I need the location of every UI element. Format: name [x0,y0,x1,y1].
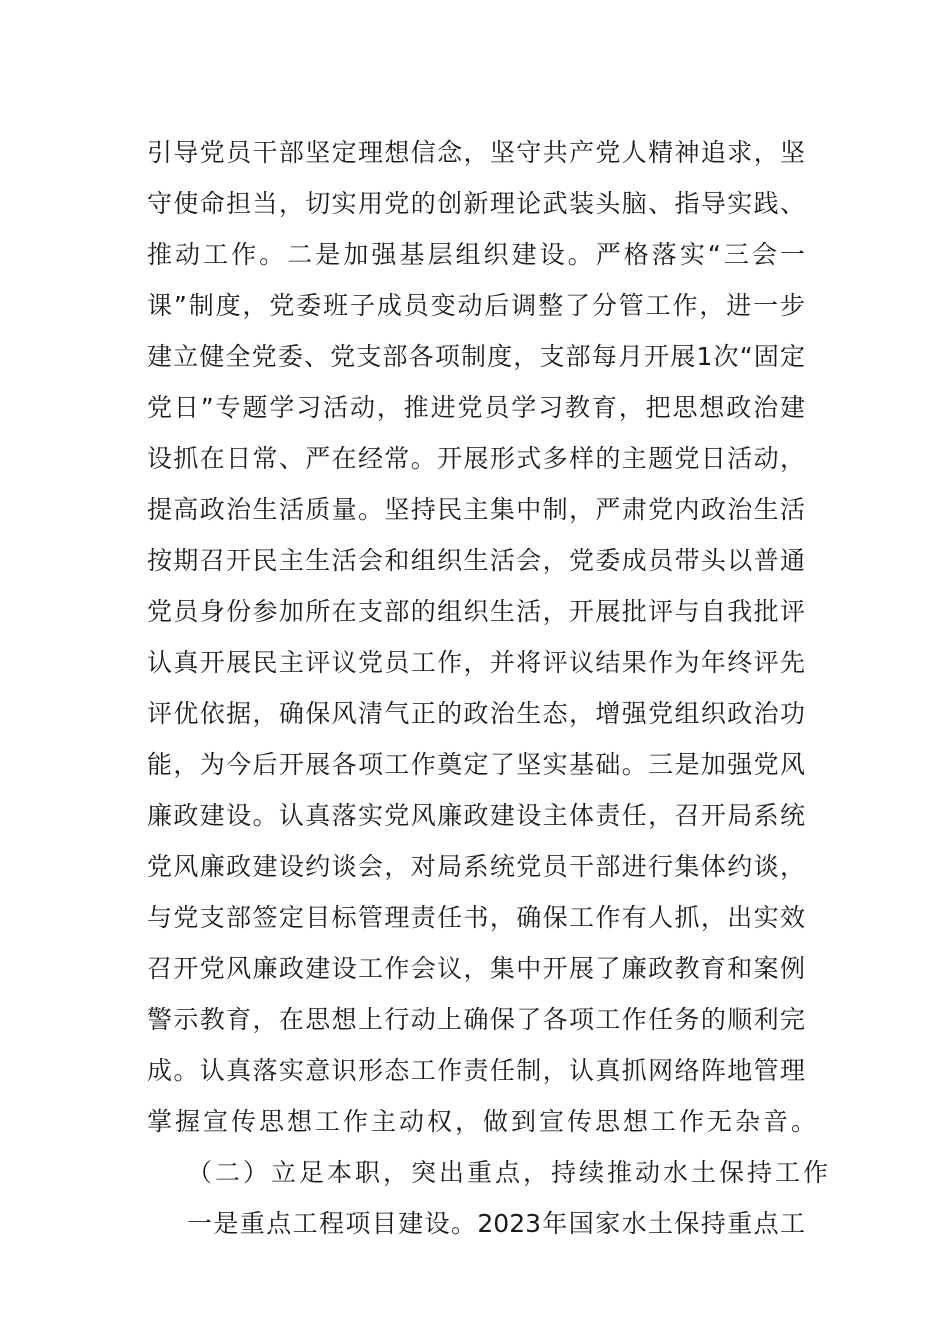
body-line: 掌握宣传思想工作主动权，做到宣传思想工作无杂音。 [147,1107,820,1136]
body-line: 按期召开民主生活会和组织生活会，党委成员带头以普通 [147,546,805,575]
body-line: 设抓在日常、严在经常。开展形式多样的主题党日活动， [147,444,805,473]
body-line: 成。认真落实意识形态工作责任制，认真抓网络阵地管理 [147,1056,805,1085]
body-line: 认真开展民主评议党员工作，并将评议结果作为年终评先 [147,648,805,677]
body-line: 党员身份参加所在支部的组织生活，开展批评与自我批评 [147,597,805,626]
body-line: 一是重点工程项目建设。2023年国家水土保持重点工 [187,1209,805,1238]
body-line: 守使命担当，切实用党的创新理论武装头脑、指导实践、 [147,189,805,218]
document-page [147,127,832,1249]
body-line: 推动工作。二是加强基层组织建设。严格落实“三会一 [147,240,805,269]
body-line: 党日”专题学习活动，推进党员学习教育，把思想政治建 [147,393,805,422]
body-line: 课”制度，党委班子成员变动后调整了分管工作，进一步 [147,291,805,320]
body-line: 提高政治生活质量。坚持民主集中制，严肃党内政治生活 [147,495,805,524]
body-line: 党风廉政建设约谈会，对局系统党员干部进行集体约谈， [147,852,805,881]
body-line: 引导党员干部坚定理想信念，坚守共产党人精神追求，坚 [147,138,805,167]
body-line: 与党支部签定目标管理责任书，确保工作有人抓，出实效 [147,903,805,932]
body-line: 廉政建设。认真落实党风廉政建设主体责任，召开局系统 [147,801,805,830]
body-line: 建立健全党委、党支部各项制度，支部每月开展1次“固定 [147,342,805,371]
section-heading: （二）立足本职，突出重点，持续推动水土保持工作 [187,1158,832,1187]
body-line: 评优依据，确保风清气正的政治生态，增强党组织政治功 [147,699,805,728]
body-line: 能，为今后开展各项工作奠定了坚实基础。三是加强党风 [147,750,805,779]
body-line: 召开党风廉政建设工作会议，集中开展了廉政教育和案例 [147,954,805,983]
body-line: 警示教育，在思想上行动上确保了各项工作任务的顺利完 [147,1005,805,1034]
